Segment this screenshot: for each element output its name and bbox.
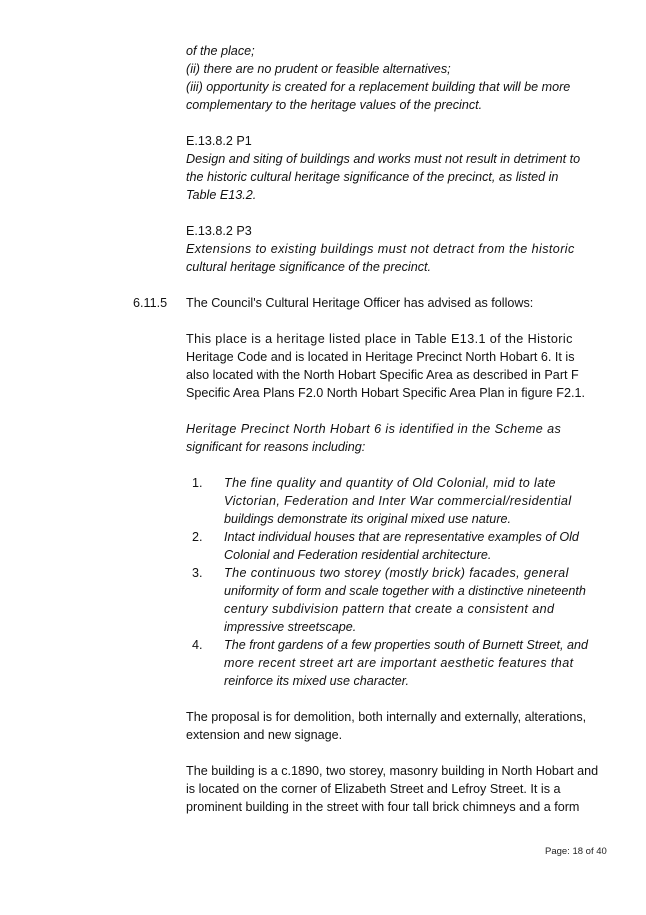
list-item-line: The continuous two storey (mostly brick) facades, general (224, 566, 569, 580)
para4-line: prominent building in the street with four tall brick chimneys and a form (186, 800, 580, 814)
section-number: 6.11.5 (133, 296, 168, 310)
para2-line: Heritage Precinct North Hobart 6 is identified in the Scheme as (186, 422, 562, 436)
para4-line: is located on the corner of Elizabeth Street and Lefroy Street. It is a (186, 782, 561, 796)
list-item-line: century subdivision pattern that create a consistent and (224, 602, 555, 616)
list-item-line: buildings demonstrate its original mixed use nature. (224, 512, 512, 526)
list-number: 3. (192, 566, 203, 580)
list-number: 2. (192, 530, 203, 544)
list-item-line: Victorian, Federation and Inter War commercial/residential (224, 494, 572, 508)
list-item-line: reinforce its mixed use character. (224, 674, 410, 688)
intro-line: (iii) opportunity is created for a replacement building that will be more (186, 80, 571, 94)
list-item-line: The front gardens of a few properties south of Burnett Street, and (224, 638, 589, 652)
clause-p3-ref: E.13.8.2 P3 (186, 224, 252, 238)
list-number: 4. (192, 638, 203, 652)
clause-p3-line: cultural heritage significance of the precinct. (186, 260, 432, 274)
para1-line: also located with the North Hobart Specific Area as described in Part F (186, 368, 579, 382)
para1-line: Specific Area Plans F2.0 North Hobart Specific Area Plan in figure F2.1. (186, 386, 586, 400)
list-item-line: Colonial and Federation residential architecture. (224, 548, 492, 562)
clause-p3-line: Extensions to existing buildings must not detract from the historic (186, 242, 575, 256)
para1-line: Heritage Code and is located in Heritage Precinct North Hobart 6. It is (186, 350, 575, 364)
list-item-line: Intact individual houses that are representative examples of Old (224, 530, 579, 544)
para1-line: This place is a heritage listed place in Table E13.1 of the Historic (186, 332, 573, 346)
list-item-line: uniformity of form and scale together with a distinctive nineteenth (224, 584, 586, 598)
list-number: 1. (192, 476, 203, 490)
para3-line: extension and new signage. (186, 728, 343, 742)
intro-line: complementary to the heritage values of the precinct. (186, 98, 483, 112)
intro-line: of the place; (186, 44, 255, 58)
intro-line: (ii) there are no prudent or feasible alternatives; (186, 62, 451, 76)
para4-line: The building is a c.1890, two storey, masonry building in North Hobart and (186, 764, 599, 778)
section-heading: The Council's Cultural Heritage Officer has advised as follows: (186, 296, 534, 310)
clause-p1-line: the historic cultural heritage significance of the precinct, as listed in (186, 170, 559, 184)
list-item-line: impressive streetscape. (224, 620, 357, 634)
page-number: Page: 18 of 40 (545, 846, 607, 857)
list-item-line: more recent street art are important aesthetic features that (224, 656, 574, 670)
list-item-line: The fine quality and quantity of Old Colonial, mid to late (224, 476, 556, 490)
clause-p1-line: Design and siting of buildings and works must not result in detriment to (186, 152, 581, 166)
clause-p1-ref: E.13.8.2 P1 (186, 134, 252, 148)
para2-line: significant for reasons including: (186, 440, 366, 454)
para3-line: The proposal is for demolition, both internally and externally, alterations, (186, 710, 587, 724)
clause-p1-line: Table E13.2. (186, 188, 257, 202)
